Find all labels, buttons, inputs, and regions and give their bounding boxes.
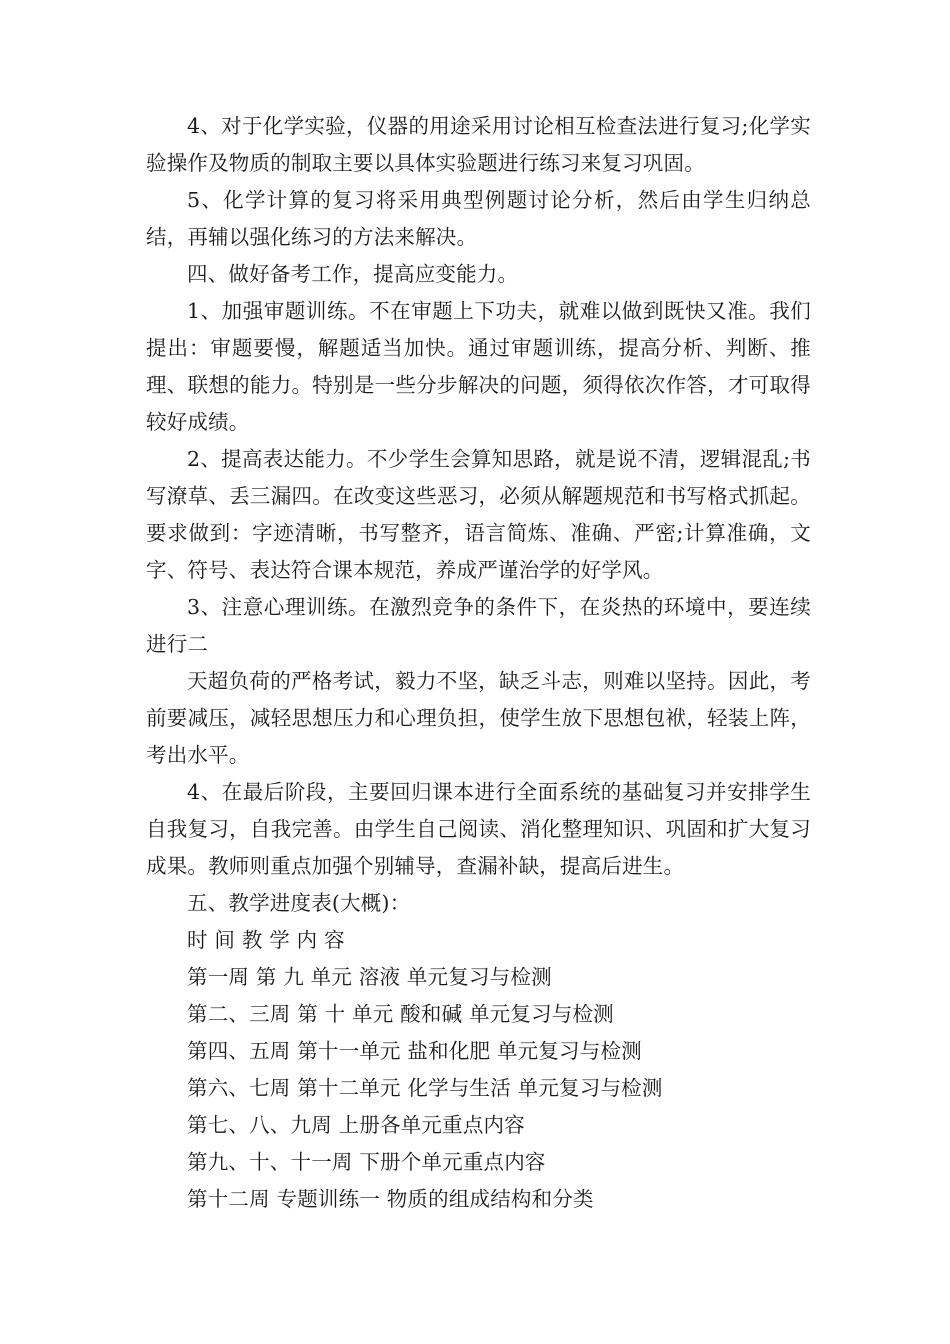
paragraph-psychological-training: 3、注意心理训练。在激烈竞争的条件下，在炎热的环境中，要连续进行二 bbox=[146, 595, 811, 656]
paragraph-calculation-review: 5、化学计算的复习将采用典型例题讨论分析，然后由学生归纳总结，再辅以强化练习的方法来解决。 bbox=[146, 188, 811, 249]
schedule-row: 第九、十、十一周 下册个单元重点内容 bbox=[187, 1150, 546, 1174]
paragraph-expression-ability: 2、提高表达能力。不少学生会算知思路，就是说不清，逻辑混乱;书写潦草、丢三漏四。在改变这些恶习，必须从解题规范和书写格式抓起。要求做到：字迹清晰，书写整齐，语言简炼、准确、严密;计算准确，文字、符号、表达符合课本规范，养成严谨治学的好学风。 bbox=[146, 447, 811, 582]
document-body bbox=[146, 108, 811, 1218]
schedule-header: 时 间 教 学 内 容 bbox=[187, 928, 345, 952]
paragraph-reading-training: 1、加强审题训练。不在审题上下功夫，就难以做到既快又准。我们提出：审题要慢，解题适当加快。通过审题训练，提高分析、判断、推理、联想的能力。特别是一些分步解决的问题，须得依次作答，才可取得较好成绩。 bbox=[146, 299, 811, 434]
schedule-list bbox=[146, 922, 811, 1218]
schedule-row: 第十二周 专题训练一 物质的组成结构和分类 bbox=[187, 1187, 594, 1211]
schedule-row: 第二、三周 第 十 单元 酸和碱 单元复习与检测 bbox=[187, 1002, 614, 1026]
schedule-row: 第六、七周 第十二单元 化学与生活 单元复习与检测 bbox=[187, 1076, 663, 1100]
section-heading-exam-prep: 四、做好备考工作，提高应变能力。 bbox=[187, 262, 519, 286]
paragraph-exam-stress: 天超负荷的严格考试，毅力不坚，缺乏斗志，则难以坚持。因此，考前要减压，减轻思想压力和心理负担，使学生放下思想包袱，轻装上阵，考出水平。 bbox=[146, 669, 811, 767]
paragraph-experiment-review: 4、对于化学实验，仪器的用途采用讨论相互检查法进行复习;化学实验操作及物质的制取主要以具体实验题进行练习来复习巩固。 bbox=[146, 114, 811, 175]
schedule-row: 第七、八、九周 上册各单元重点内容 bbox=[187, 1113, 525, 1137]
schedule-row: 第一周 第 九 单元 溶液 单元复习与检测 bbox=[187, 965, 552, 989]
schedule-row: 第四、五周 第十一单元 盐和化肥 单元复习与检测 bbox=[187, 1039, 642, 1063]
section-heading-schedule: 五、教学进度表(大概)： bbox=[187, 891, 411, 915]
paragraph-final-stage: 4、在最后阶段，主要回归课本进行全面系统的基础复习并安排学生自我复习，自我完善。由学生自己阅读、消化整理知识、巩固和扩大复习成果。教师则重点加强个别辅导，查漏补缺，提高后进生。 bbox=[146, 780, 811, 878]
